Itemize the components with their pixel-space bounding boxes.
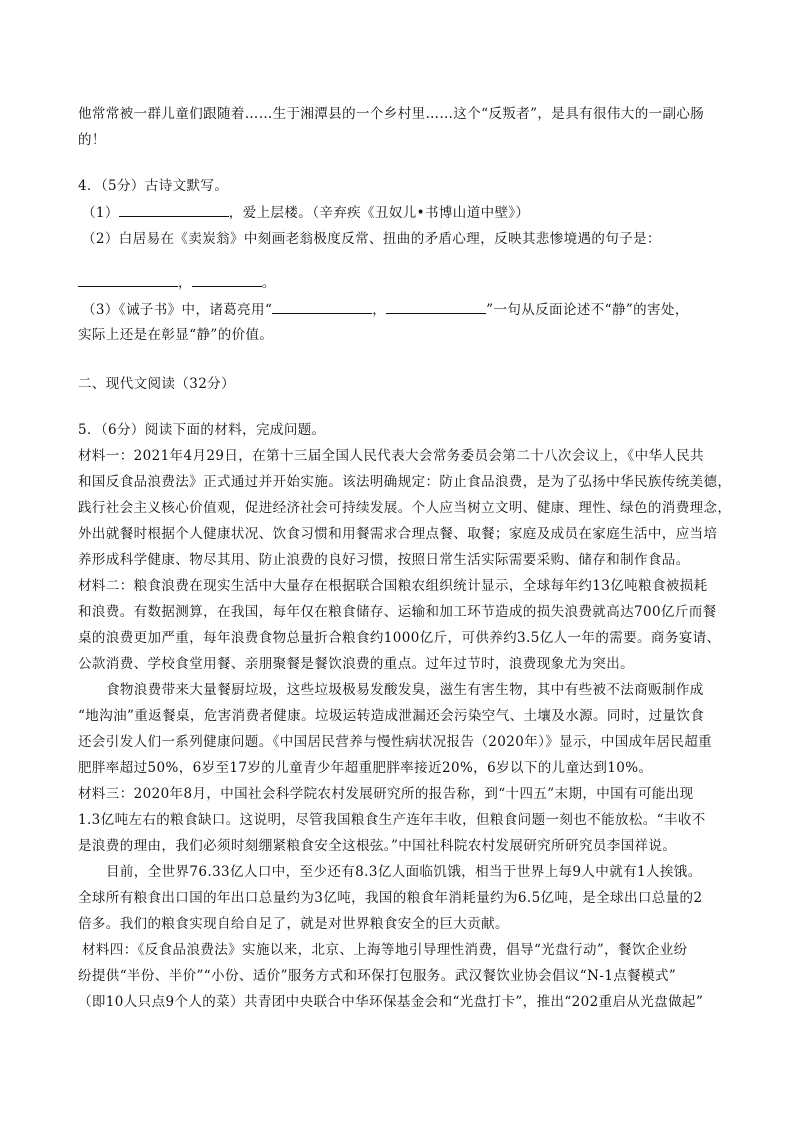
material-3-line: 全球所有粮食出口国的年出口总量约为3亿吨，我国的粮食年消耗量约为6.5亿吨，是全球出口总量的2 — [78, 890, 703, 906]
question-4-item-2-answer — [78, 272, 728, 293]
material-2-line: 材料二：粮食浪费在现实生活中大量存在根据联合国粮农组织统计显示，全球每年约13亿吨粮食被损耗 — [78, 578, 708, 594]
material-3-line: 目前，全世界76.33亿人口中，至少还有8.3亿人面临饥饿，相当于世界上每9人中就有1人挨饿。 — [106, 864, 702, 880]
item-number: （1） — [82, 205, 119, 221]
answer-blank[interactable] — [192, 272, 262, 287]
material-2-line: 食物浪费带来大量餐厨垃圾，这些垃圾极易发酸发臭，滋生有害生物，其中有些被不法商贩制作成 — [106, 682, 704, 698]
question-5-title: 5．（6分）阅读下面的材料，完成问题。 — [78, 422, 326, 438]
material-3-line: 1.3亿吨左右的粮食缺口。这说明，尽管我国粮食生产连年丰收，但粮食问题一刻也不能放松。“丰收不 — [78, 812, 706, 828]
question-4-item-3-cont: 实际上还是在彰显“静”的价值。 — [78, 327, 274, 343]
question-4-title: 4．（5分）古诗文默写。 — [78, 178, 229, 194]
material-2-line: 公款消费、学校食堂用餐、亲朋聚餐是餐饮浪费的重点。过年过节时，浪费现象尤为突出。 — [78, 656, 634, 672]
text-line: 的！ — [78, 132, 106, 148]
material-3-line: 材料三：2020年8月，中国社会科学院农村发展研究所的报告称，到“十四五”末期，中国有可能出现 — [78, 786, 694, 802]
answer-blank[interactable] — [272, 299, 372, 314]
comma: ， — [372, 302, 387, 318]
answer-blank[interactable] — [78, 272, 178, 287]
answer-blank[interactable] — [119, 202, 229, 217]
material-4-line: （即10人只点9个人的菜）共青团中央联合中华环保基金会和“光盘打卡”，推出“202重启从光盘做起” — [78, 994, 704, 1010]
period: 。 — [261, 275, 276, 291]
material-3-line: 是浪费的理由，我们必须时刻绷紧粮食安全这根弦。”中国社科院农村发展研究所研究员李国祥说。 — [78, 838, 677, 854]
material-4-line: 材料四：《反食品浪费法》实施以来，北京、上海等地引导理性消费，倡导“光盘行动”，餐饮企业纷 — [82, 942, 688, 958]
text-line: 他常常被一群儿童们跟随着……生于湘潭县的一个乡村里……这个“反叛者”，是具有很伟大的一副心肠 — [78, 106, 705, 122]
question-4-item-1 — [82, 202, 732, 223]
question-4-item-2: （2）白居易在《卖炭翁》中刻画老翁极度反常、扭曲的矛盾心理，反映其悲惨境遇的句子是： — [82, 231, 661, 247]
material-1-line: 材料一：2021年4月29日，在第十三届全国人民代表大会常务委员会第二十八次会议上，《中华人民共 — [78, 448, 705, 464]
item-text: （3）《诫子书》中，诸葛亮用“ — [82, 302, 273, 318]
section-2-heading: 二、现代文阅读（32分） — [78, 376, 235, 392]
material-3-line: 倍多。我们的粮食实现自给自足了，就是对世界粮食安全的巨大贡献。 — [78, 916, 509, 932]
comma: ， — [178, 275, 192, 291]
material-2-line: 肥胖率超过50%，6岁至17岁的儿童青少年超重肥胖率接近20%，6岁以下的儿童达到10%。 — [78, 760, 653, 776]
material-2-line: 桌的浪费更加严重，每年浪费食物总量折合粮食约1000亿斤，可供养约3.5亿人一年的需要。商务宴请、 — [78, 630, 721, 646]
material-1-line: 外出就餐时根据个人健康状况、饮食习惯和用餐需求合理点餐、取餐；家庭及成员在家庭生活中，应当培 — [78, 526, 718, 542]
material-4-line: 纷提供“半份、半价”“小份、适价”服务方式和环保打包服务。武汉餐饮业协会倡议“N-1点餐模式” — [78, 968, 677, 984]
question-4-item-3 — [82, 299, 732, 320]
material-2-line: “地沟油”重返餐桌，危害消费者健康。垃圾运转造成泄漏还会污染空气、土壤及水源。同时，过量饮食 — [78, 708, 705, 724]
material-1-line: 和国反食品浪费法》正式通过并开始实施。该法明确规定：防止食品浪费，是为了弘扬中华民族传统美德， — [78, 474, 732, 490]
material-2-line: 和浪费。有数据测算，在我国，每年仅在粮食储存、运输和加工环节造成的损失浪费就高达700亿斤而餐 — [78, 604, 717, 620]
answer-blank[interactable] — [386, 299, 486, 314]
item-text: ，爱上层楼。（辛弃疾《丑奴儿•书博山道中壁》） — [228, 205, 530, 221]
material-1-line: 养形成科学健康、物尽其用、防止浪费的良好习惯，按照日常生活实际需要采购、储存和制作食品。 — [78, 552, 690, 568]
material-1-line: 践行社会主义核心价值观，促进经济社会可持续发展。个人应当树立文明、健康、理性、绿色的消费理念， — [78, 500, 732, 516]
item-text: ”一句从反面论述不“静”的害处， — [486, 302, 689, 318]
material-2-line: 还会引发人们一系列健康问题。《中国居民营养与慢性病状况报告（2020年）》显示，中国成年居民超重 — [78, 734, 713, 750]
